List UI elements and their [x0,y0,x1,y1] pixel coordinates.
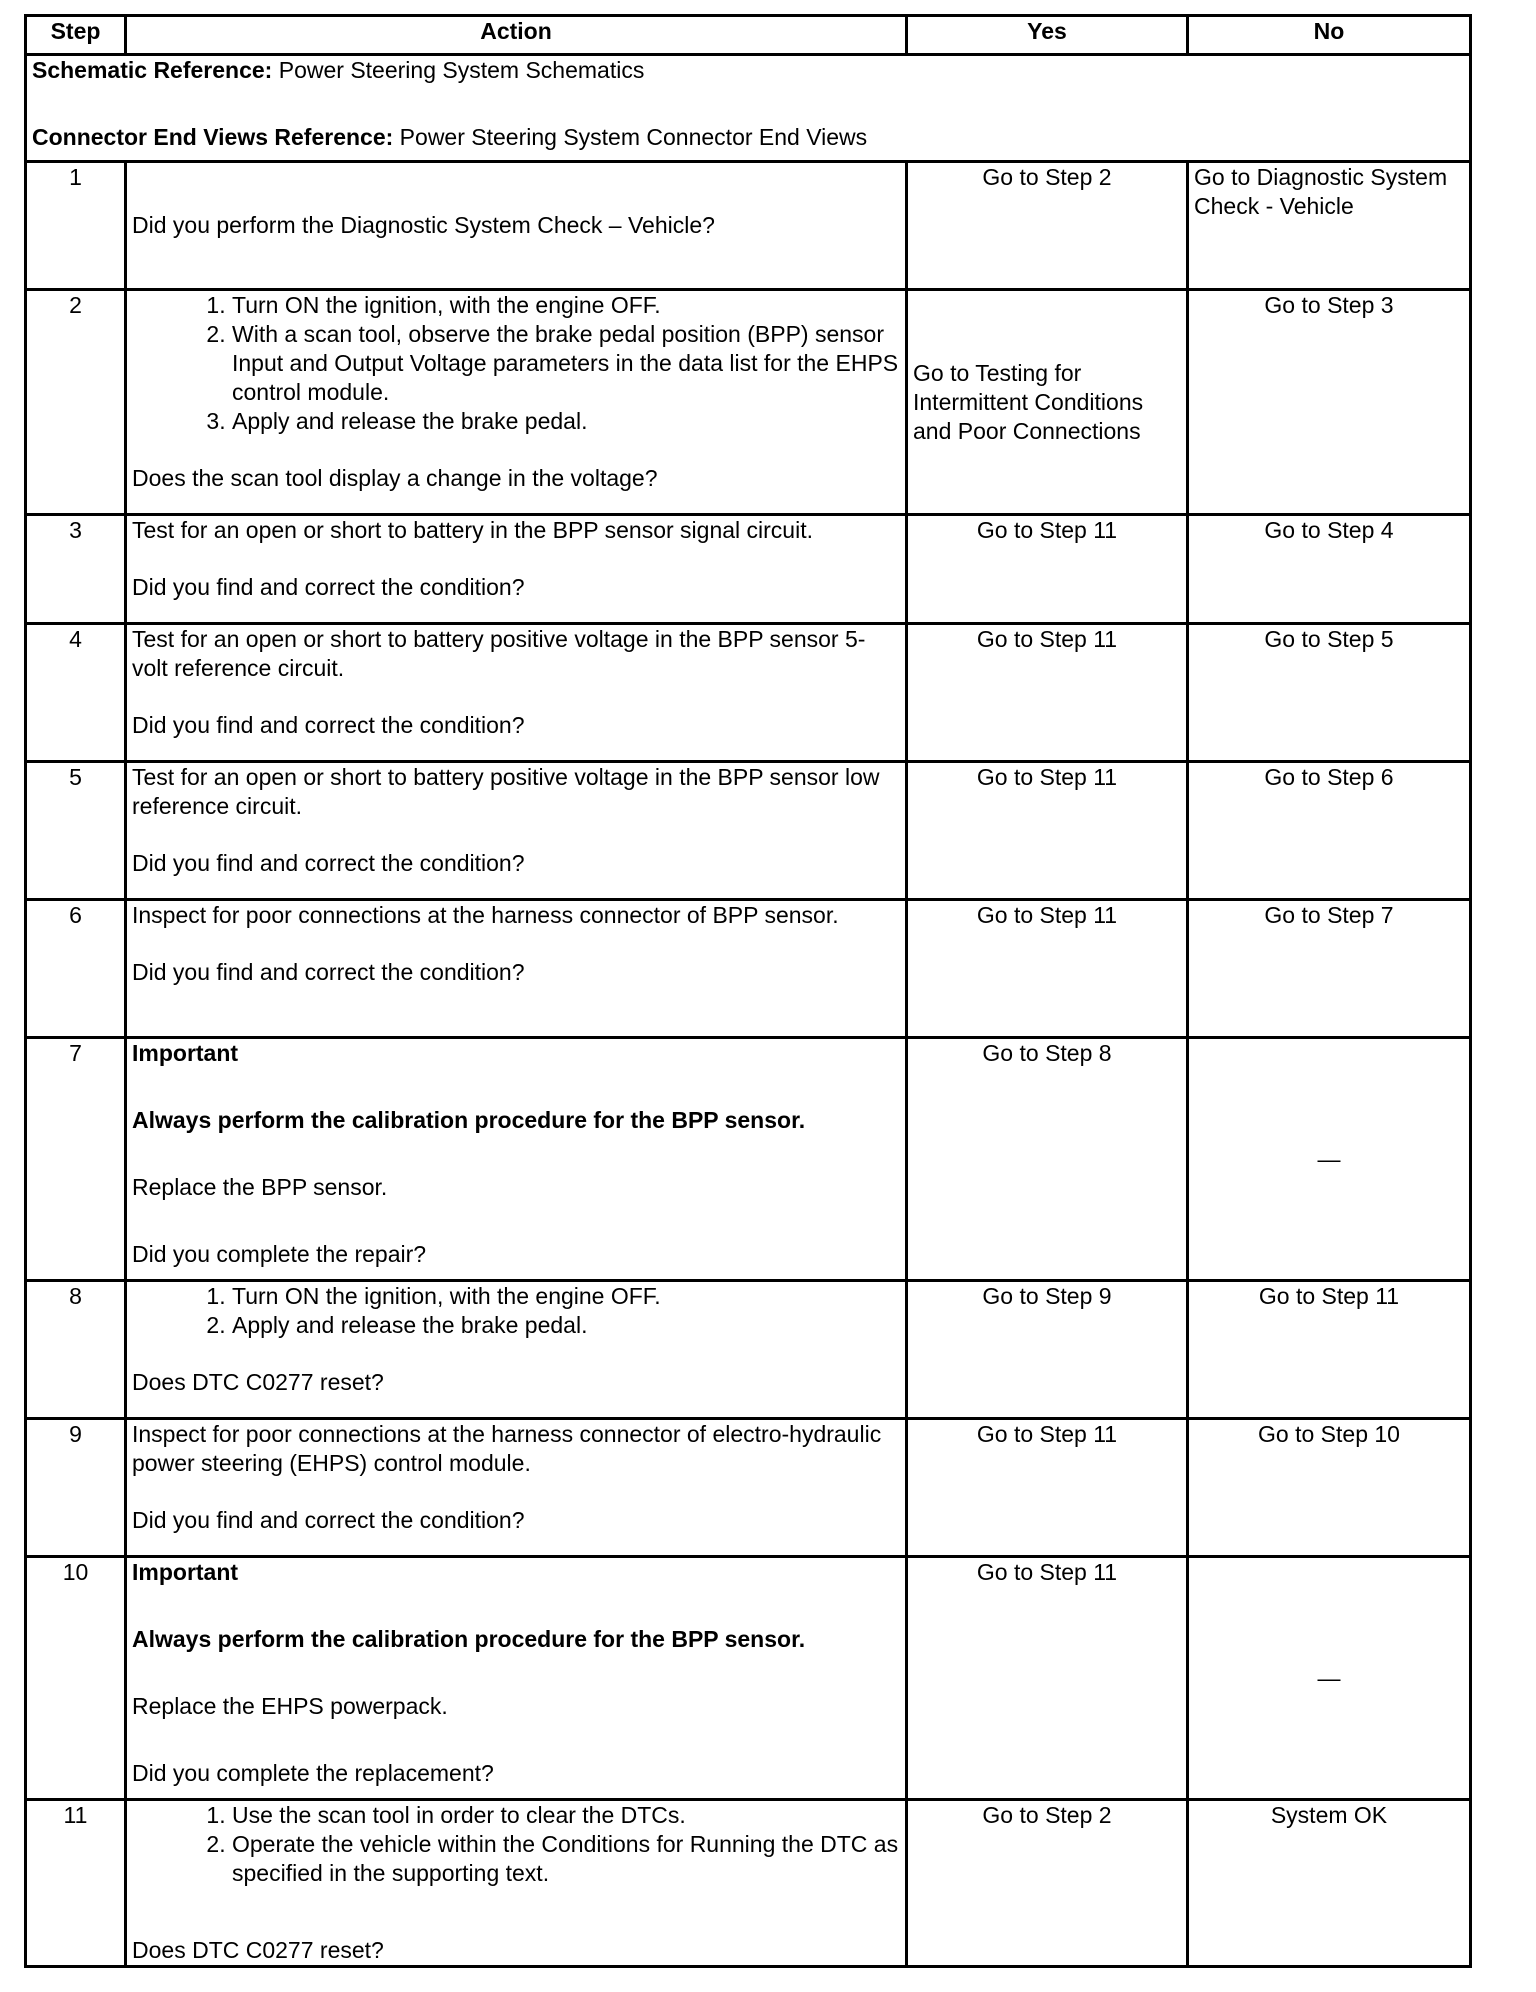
list-item: 1. Use the scan tool in order to clear the DTCs. [232,1801,900,1830]
header-step: Step [26,16,126,55]
yes-cell: Go to Step 11 [907,762,1188,900]
action-question: Does DTC C0277 reset? [132,1369,384,1395]
step-number: 11 [26,1800,126,1967]
action-question: Did you complete the repair? [132,1241,427,1267]
yes-cell: Go to Step 9 [907,1281,1188,1419]
header-yes: Yes [907,16,1188,55]
important-label: Important [132,1559,239,1585]
table-row [26,1557,1471,1800]
step-number: 5 [26,762,126,900]
list-item: 3. Apply and release the brake pedal. [232,407,900,436]
table-row [26,162,1471,290]
yes-cell: Go to Step 11 [907,1557,1188,1800]
action-text: Test for an open or short to battery in the BPP sensor signal circuit. [132,517,813,543]
table-row [26,1419,1471,1557]
action-list [132,291,900,436]
action-question: Did you find and correct the condition? [132,850,525,876]
step-number: 3 [26,515,126,624]
header-row [26,16,1471,55]
no-cell: Go to Step 11 [1188,1281,1471,1419]
action-cell [126,1281,907,1419]
step-number: 2 [26,290,126,515]
yes-cell: Go to Step 2 [907,162,1188,290]
action-cell [126,1800,907,1967]
yes-cell: Go to Step 8 [907,1038,1188,1281]
no-cell: — [1188,1038,1471,1281]
important-note: Always perform the calibration procedure for the BPP sensor. [132,1107,806,1133]
step-number: 6 [26,900,126,1038]
yes-cell: Go to Step 11 [907,1419,1188,1557]
action-cell [126,162,907,290]
table-row [26,515,1471,624]
important-label: Important [132,1040,239,1066]
action-question: Did you complete the replacement? [132,1760,494,1786]
list-item: 2. With a scan tool, observe the brake pedal position (BPP) sensor Input and Output Voltage parameters in the data list for the EHPS control module. [232,320,900,407]
step-number: 1 [26,162,126,290]
list-item: 1. Turn ON the ignition, with the engine OFF. [232,1282,900,1311]
schematic-reference: Schematic Reference: Power Steering System Schematics [32,57,645,83]
yes-cell: Go to Step 11 [907,624,1188,762]
header-no: No [1188,16,1471,55]
step-number: 8 [26,1281,126,1419]
list-item: 2. Operate the vehicle within the Conditions for Running the DTC as specified in the supporting text. [232,1830,900,1888]
table-row [26,624,1471,762]
action-question: Did you perform the Diagnostic System Check – Vehicle? [132,212,715,238]
no-cell: Go to Step 4 [1188,515,1471,624]
action-cell [126,1557,907,1800]
action-cell [126,762,907,900]
yes-cell: Go to Step 2 [907,1800,1188,1967]
action-cell [126,290,907,515]
step-number: 7 [26,1038,126,1281]
action-cell [126,900,907,1038]
action-question: Does DTC C0277 reset? [132,1937,384,1963]
list-item: 2. Apply and release the brake pedal. [232,1311,900,1340]
action-question: Did you find and correct the condition? [132,1507,525,1533]
no-cell: — [1188,1557,1471,1800]
reference-cell [26,55,1471,162]
action-question: Does the scan tool display a change in the voltage? [132,465,658,491]
action-question: Did you find and correct the condition? [132,959,525,985]
step-number: 9 [26,1419,126,1557]
action-text: Inspect for poor connections at the harness connector of BPP sensor. [132,902,839,928]
action-question: Did you find and correct the condition? [132,574,525,600]
diagnostic-table [24,14,1472,1968]
action-text: Inspect for poor connections at the harness connector of electro-hydraulic power steering (EHPS) control module. [132,1421,882,1476]
action-text: Test for an open or short to battery positive voltage in the BPP sensor 5-volt reference circuit. [132,626,866,681]
table-row [26,290,1471,515]
no-cell: Go to Step 7 [1188,900,1471,1038]
header-action: Action [126,16,907,55]
action-cell [126,1038,907,1281]
action-text: Replace the EHPS powerpack. [132,1693,448,1719]
table-row [26,900,1471,1038]
action-text: Test for an open or short to battery positive voltage in the BPP sensor low reference circuit. [132,764,880,819]
list-item: 1. Turn ON the ignition, with the engine OFF. [232,291,900,320]
no-cell: Go to Step 6 [1188,762,1471,900]
no-cell: Go to Step 5 [1188,624,1471,762]
action-cell [126,1419,907,1557]
no-cell: System OK [1188,1800,1471,1967]
table-row [26,762,1471,900]
step-number: 4 [26,624,126,762]
action-cell [126,515,907,624]
action-list [132,1801,900,1888]
yes-cell: Go to Testing for Intermittent Conditions and Poor Connections [907,290,1188,515]
table-row [26,1281,1471,1419]
connector-reference: Connector End Views Reference: Power Steering System Connector End Views [32,124,868,150]
table-row [26,1038,1471,1281]
action-text: Replace the BPP sensor. [132,1174,388,1200]
step-number: 10 [26,1557,126,1800]
no-cell: Go to Step 10 [1188,1419,1471,1557]
reference-row [26,55,1471,162]
action-question: Did you find and correct the condition? [132,712,525,738]
action-list [132,1282,900,1340]
action-cell [126,624,907,762]
yes-cell: Go to Step 11 [907,515,1188,624]
table-row [26,1800,1471,1967]
yes-cell: Go to Step 11 [907,900,1188,1038]
no-cell: Go to Diagnostic System Check - Vehicle [1188,162,1471,290]
no-cell: Go to Step 3 [1188,290,1471,515]
important-note: Always perform the calibration procedure for the BPP sensor. [132,1626,806,1652]
